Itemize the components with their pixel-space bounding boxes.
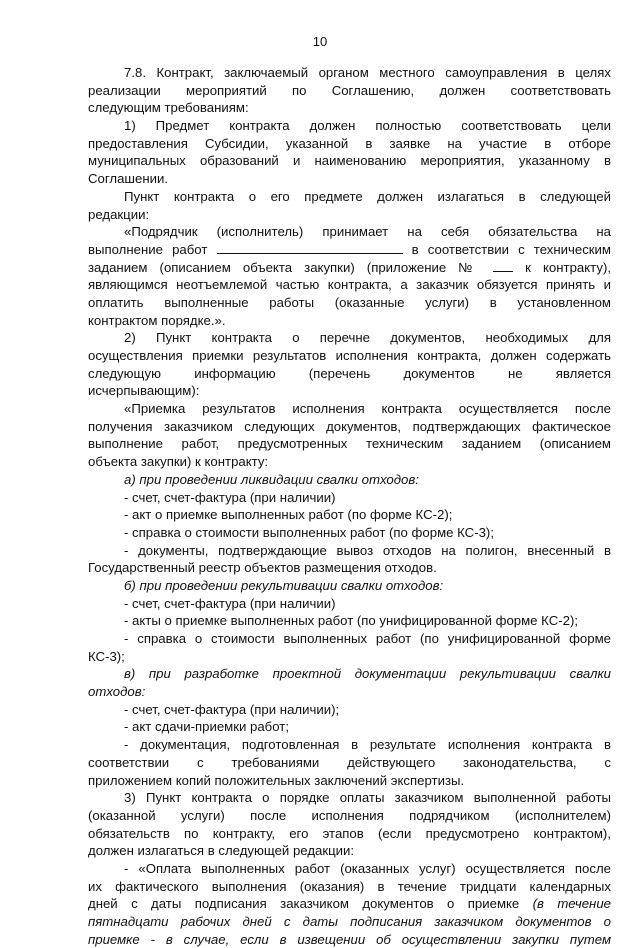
text-line xyxy=(88,329,611,347)
text-line xyxy=(88,489,611,507)
text-line xyxy=(88,223,611,241)
text-line-content: следующую информацию (перечень документов не является xyxy=(88,365,611,381)
text-line-content: обязательств по контракту, его этапов (если предусмотрено контрактом), xyxy=(88,825,611,841)
text-line-content: 1) Предмет контракта должен полностью соответствовать цели xyxy=(124,118,611,134)
text-line xyxy=(88,347,611,365)
text-line-content: следующим требованиям: xyxy=(88,100,249,116)
text-line xyxy=(88,807,611,825)
text-line xyxy=(88,665,611,683)
text-line-content: - счет, счет-фактура (при наличии); xyxy=(124,701,340,717)
text-line xyxy=(88,878,611,896)
text-line-content: 3) Пункт контракта о порядке оплаты заказчиком выполненной работы xyxy=(124,790,611,806)
document-body xyxy=(88,64,611,948)
text-line-content: (оказанной услуги) после исполнения подрядчиком (исполнителем) xyxy=(88,807,611,823)
text-line xyxy=(88,789,611,807)
fill-in-blank xyxy=(493,260,513,272)
text-line xyxy=(88,294,611,312)
text-line xyxy=(88,117,611,135)
text-line-content: их фактического выполнения (оказания) в течение тридцати календарных xyxy=(88,878,611,894)
text-line xyxy=(88,135,611,153)
text-line-content: - документация, подготовленная в результате исполнения контракта в xyxy=(124,737,611,753)
text-line xyxy=(88,648,611,666)
text-line-content: - документы, подтверждающие вывоз отходов на полигон, внесенный в xyxy=(124,542,611,558)
text-line-content: в) при разработке проектной документации рекультивации свалки xyxy=(124,666,611,682)
text-line-content: оплатить выполненные работы (оказанные услуги) в установленном xyxy=(88,294,611,310)
fill-in-blank xyxy=(217,242,403,254)
text-line xyxy=(88,99,611,117)
text-line-content: дней с даты подписания заказчиком документов о приемке xyxy=(88,896,520,912)
text-line-content: исчерпывающим): xyxy=(88,383,200,399)
text-line-content: - акт о приемке выполненных работ (по форме КС-2); xyxy=(124,507,453,523)
text-line xyxy=(88,895,611,913)
text-line-content: выполнение работ, предусмотренных техническим заданием (описанием xyxy=(88,436,611,452)
text-line-content: а) при проведении ликвидации свалки отходов: xyxy=(124,471,419,487)
text-line-content: редакции: xyxy=(88,206,150,222)
text-line-content: выполнение работ xyxy=(88,241,208,257)
text-line xyxy=(88,382,611,400)
text-line xyxy=(88,542,611,560)
text-line xyxy=(88,612,611,630)
text-line-content: осуществления приемки результатов исполнения контракта, должен содержать xyxy=(88,348,611,363)
text-line xyxy=(88,188,611,206)
text-line-tail: (в течение xyxy=(532,896,611,912)
text-line xyxy=(88,825,611,843)
text-line xyxy=(88,471,611,489)
text-line-content: должен излагаться в следующей редакции: xyxy=(88,843,355,859)
text-line-content: б) при проведении рекультивации свалки отходов: xyxy=(124,577,444,593)
text-line-content: отходов: xyxy=(88,684,146,700)
text-line xyxy=(88,170,611,188)
text-line xyxy=(88,772,611,790)
text-line xyxy=(88,506,611,524)
text-line-content: «Подрядчик (исполнитель) принимает на себя обязательства на xyxy=(124,224,611,240)
text-line-content: приемке - в случае, если в извещении об осуществлении закупки путем xyxy=(88,931,611,947)
text-line xyxy=(88,630,611,648)
text-line-content: - акты о приемке выполненных работ (по унифицированной форме КС-2); xyxy=(124,613,579,629)
text-line-content: - справка о стоимости выполненных работ (по форме КС-3); xyxy=(124,524,494,540)
text-line-content: пятнадцати рабочих дней с даты подписания заказчиком документов о xyxy=(88,914,611,929)
text-line xyxy=(88,524,611,542)
text-line-content: Пункт контракта о его предмете должен излагаться в следующей xyxy=(124,188,611,204)
text-line xyxy=(88,577,611,595)
text-line-content: контрактом порядке.». xyxy=(88,312,226,328)
page-number: 10 xyxy=(312,34,328,49)
text-line xyxy=(88,259,611,277)
text-line xyxy=(88,64,611,82)
text-line-content: - счет, счет-фактура (при наличии) xyxy=(124,595,336,611)
text-line-content: - справка о стоимости выполненных работ (по унифицированной форме xyxy=(124,631,611,646)
text-line xyxy=(88,718,611,736)
text-line xyxy=(88,842,611,860)
text-line xyxy=(88,736,611,754)
text-line xyxy=(88,754,611,772)
text-line xyxy=(88,683,611,701)
text-line xyxy=(88,276,611,294)
text-line-content: предоставления Субсидии, указанной в заявке на участие в отборе xyxy=(88,135,611,151)
text-line-content: реализации мероприятий по Соглашению, должен соответствовать xyxy=(88,82,611,98)
text-line-tail: к контракту), xyxy=(525,259,611,275)
text-line xyxy=(88,82,611,100)
text-line-content: Соглашении. xyxy=(88,171,169,187)
text-line xyxy=(88,701,611,719)
text-line-content: 2) Пункт контракта о перечне документов, необходимых для xyxy=(124,330,611,346)
text-line xyxy=(88,453,611,471)
text-line-content: - акт сдачи-приемки работ; xyxy=(124,719,289,735)
text-line-content: заданием (описанием объекта закупки) (приложение № xyxy=(88,259,481,275)
text-line-content: получения заказчиком следующих документов, подтверждающих фактическое xyxy=(88,418,611,434)
text-line xyxy=(88,365,611,383)
text-line xyxy=(88,931,611,948)
text-line-content: объекта закупки) к контракту: xyxy=(88,454,269,470)
text-line-content: являющимся неотъемлемой частью контракта, а заказчик обязуется принять и xyxy=(88,277,611,293)
text-line xyxy=(88,860,611,878)
text-line xyxy=(88,152,611,170)
text-line xyxy=(88,206,611,224)
text-line-content: - счет, счет-фактура (при наличии) xyxy=(124,489,336,505)
text-line-content: КС-3); xyxy=(88,648,125,664)
text-line-content: соответствии с требованиями действующего законодательства, с xyxy=(88,754,611,770)
text-line-content: Государственный реестр объектов размещения отходов. xyxy=(88,560,437,576)
text-line xyxy=(88,435,611,453)
text-line xyxy=(88,913,611,931)
text-line xyxy=(88,559,611,577)
text-line-content: «Приемка результатов исполнения контракта осуществляется после xyxy=(124,401,611,417)
text-line xyxy=(88,418,611,436)
text-line-content: приложением копий положительных заключений экспертизы. xyxy=(88,772,465,788)
text-line xyxy=(88,312,611,330)
text-line xyxy=(88,241,611,259)
text-line xyxy=(88,400,611,418)
text-line-content: - «Оплата выполненных работ (оказанных услуг) осуществляется после xyxy=(124,860,611,876)
text-line-content: муниципальных образований и наименованию мероприятия, указанному в xyxy=(88,153,611,169)
text-line-content: 7.8. Контракт, заключаемый органом местного самоуправления в целях xyxy=(124,65,611,80)
text-line xyxy=(88,595,611,613)
text-line-tail: в соответствии с техническим xyxy=(411,241,611,257)
